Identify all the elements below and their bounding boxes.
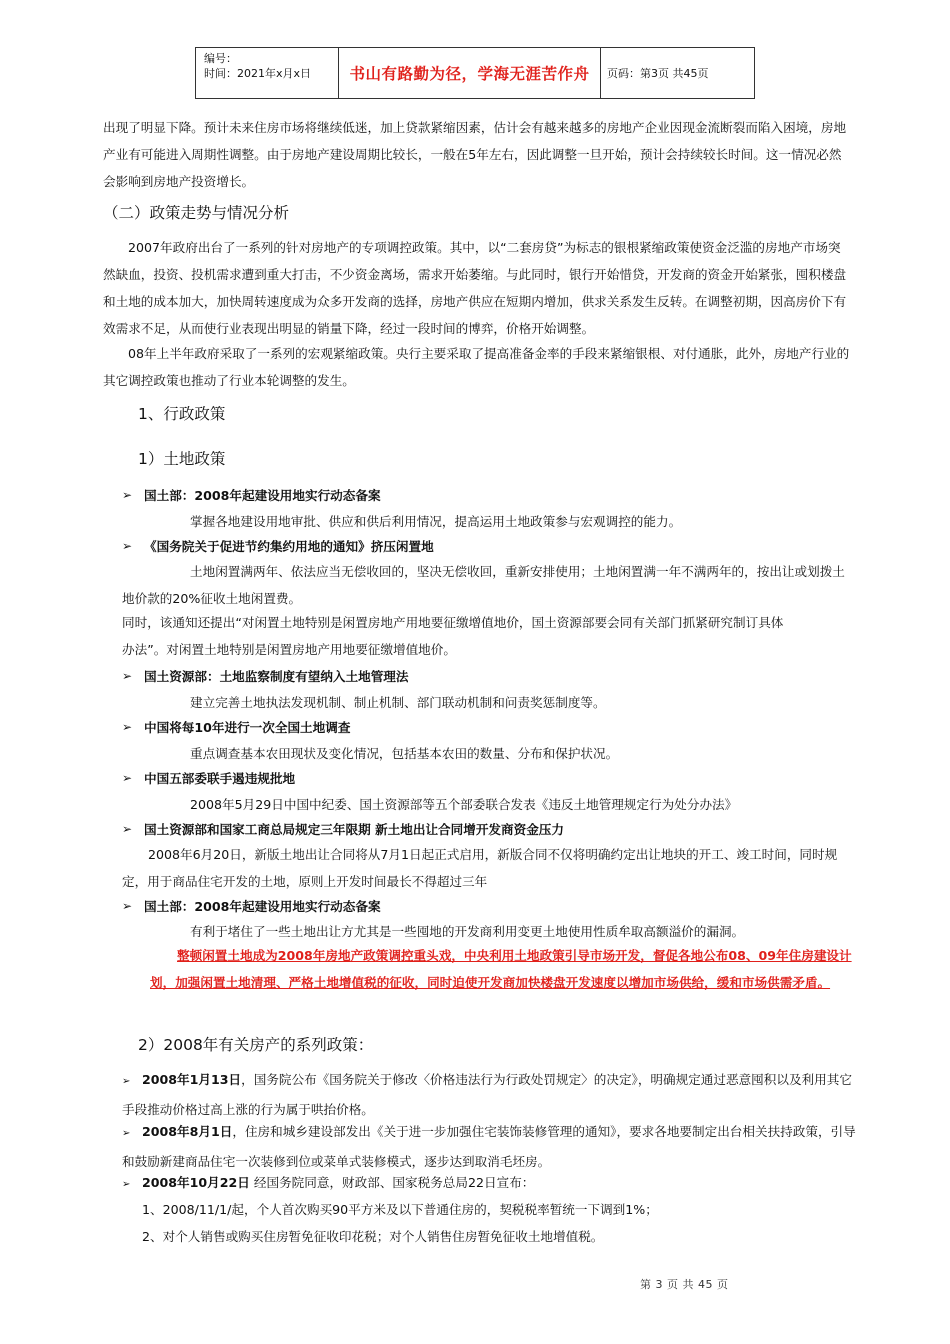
arrow-bullet-icon: ➢ xyxy=(122,668,133,683)
paragraph-2007: 2007年政府出台了一系列的针对房地产的专项调控政策。其中，以“二套房贷”为标志的银根紧缩政策使资金泛滥的房地产市场突然缺血，投资、投机需求遭到重大打击，不少资金离场，需求开始萎缩。与此同时，银行开始惜贷，开发商的资金开始紧张，囤积楼盘和土地的成本加大，加快周转速度成为众多开发商的选择，房地产供应在短期内增加，供求关系发生反转。在调整初期，因高房价下有效需求不足，从而使行业表现出明显的销量下降，经过一段时间的博弈，价格开始调整。 xyxy=(103,240,847,336)
housing-item-date: 2008年10月22日 xyxy=(142,1175,250,1190)
oct-point: 1、2008/11/1/起，个人首次购买90平方米及以下普通住房的，契税税率暂统一下调到1%； xyxy=(142,1202,658,1217)
sub-heading-admin-policy: 1、行政政策 xyxy=(138,405,226,423)
header-motto: 书山有路勤为径，学海无涯苦作舟 xyxy=(339,48,601,98)
arrow-bullet-icon: ➢ xyxy=(122,821,133,836)
land-item-desc: 重点调查基本农田现状及变化情况，包括基本农田的数量、分布和保护状况。 xyxy=(190,746,619,761)
arrow-bullet-icon: ➢ xyxy=(122,719,133,734)
page-footer: 第 3 页 共 45 页 xyxy=(640,1278,729,1291)
land-item-desc: 2008年6月20日，新版土地出让合同将从7月1日起正式启用，新版合同不仅将明确约定出让地块的开工、竣工时间，同时规定，用于商品住宅开发的土地，原则上开发时间最长不得超过三年 xyxy=(122,847,838,889)
serial-label: 编号： xyxy=(204,52,237,65)
land-item-title xyxy=(122,819,564,838)
land-item-title xyxy=(122,717,350,736)
arrow-bullet-icon: ➢ xyxy=(122,1128,131,1139)
arrow-bullet-icon: ➢ xyxy=(122,538,133,553)
land-item-desc: 建立完善土地执法发现机制、制止机制、部门联动机制和问责奖惩制度等。 xyxy=(190,695,606,710)
header-meta-cell xyxy=(196,48,339,98)
housing-item-text: ，国务院公布《国务院关于修改〈价格违法行为行政处罚规定〉的决定》，明确规定通过恶意囤积以及利用其它手段推动价格过高上涨的行为属于哄抬价格。 xyxy=(122,1072,852,1117)
idle-note-line-2: 办法”。对闲置土地特别是闲置房地产用地要征缴增值地价。 xyxy=(122,642,456,657)
arrow-bullet-icon: ➢ xyxy=(122,1179,131,1190)
arrow-bullet-icon: ➢ xyxy=(122,1076,131,1087)
land-item-title xyxy=(122,536,434,555)
arrow-bullet-icon: ➢ xyxy=(122,770,133,785)
land-item-title-text: 《国务院关于促进节约集约用地的通知》挤压闲置地 xyxy=(144,539,434,554)
arrow-bullet-icon: ➢ xyxy=(122,898,133,913)
land-item-title xyxy=(122,485,381,504)
intro-paragraph: 出现了明显下降。预计未来住房市场将继续低迷，加上贷款紧缩因素，估计会有越来越多的房地产企业因现金流断裂而陷入困境，房地产业有可能进入周期性调整。由于房地产建设周期比较长，一般在5年左右，因此调整一旦开始，预计会持续较长时间。这一情况必然会影响到房地产投资增长。 xyxy=(103,120,847,189)
land-item-desc: 2008年5月29日中国中纪委、国土资源部等五个部委联合发表《违反土地管理规定行为处分办法》 xyxy=(190,797,738,812)
land-item-desc: 有利于堵住了一些土地出让方尤其是一些囤地的开发商利用变更土地使用性质牟取高额溢价的漏洞。 xyxy=(190,924,745,939)
land-item-title-text: 中国五部委联手遏违规批地 xyxy=(144,771,296,786)
housing-item-text: ，住房和城乡建设部发出《关于进一步加强住宅装饰装修管理的通知》，要求各地要制定出台相关扶持政策，引导和鼓励新建商品住宅一次装修到位或菜单式装修模式，逐步达到取消毛坯房。 xyxy=(122,1124,856,1169)
highlighted-note: 整顿闲置土地成为2008年房地产政策调控重头戏，中央利用土地政策引导市场开发，督促各地公布08、09年住房建设计划，加强闲置土地清理、严格土地增值税的征收，同时迫使开发商加快楼盘开发速度以增加市场供给，缓和市场供需矛盾。 xyxy=(150,948,852,990)
oct-point: 2、对个人销售或购买住房暂免征收印花税；对个人销售住房暂免征收土地增值税。 xyxy=(142,1229,604,1244)
housing-item xyxy=(122,1169,857,1199)
page-header-table xyxy=(195,47,755,99)
land-item-desc: 土地闲置满两年、依法应当无偿收回的，坚决无偿收回，重新安排使用；土地闲置满一年不满两年的，按出让或划拨土地价款的20%征收土地闲置费。 xyxy=(122,564,845,606)
section-heading: （二）政策走势与情况分析 xyxy=(103,204,290,222)
land-item-title xyxy=(122,768,295,787)
paragraph-2008: 08年上半年政府采取了一系列的宏观紧缩政策。央行主要采取了提高准备金率的手段来紧缩银根、对付通胀，此外，房地产行业的其它调控政策也推动了行业本轮调整的发生。 xyxy=(103,346,850,388)
housing-item-text: 经国务院同意，财政部、国家税务总局22日宣布： xyxy=(249,1175,535,1190)
land-item-desc: 掌握各地建设用地审批、供应和供后利用情况，提高运用土地政策参与宏观调控的能力。 xyxy=(190,514,682,529)
housing-item xyxy=(122,1066,857,1124)
land-item-title-text: 国土资源部：土地监察制度有望纳入土地管理法 xyxy=(144,669,409,684)
land-item-title-text: 国土部：2008年起建设用地实行动态备案 xyxy=(144,899,381,914)
housing-item-date: 2008年8月1日 xyxy=(142,1124,233,1139)
housing-item xyxy=(122,1118,857,1176)
arrow-bullet-icon: ➢ xyxy=(122,487,133,502)
header-page-info: 页码：第3页 共45页 xyxy=(607,67,709,80)
sub-heading-land-policy: 1）土地政策 xyxy=(138,450,226,468)
idle-note-line-1: 同时，该通知还提出“对闲置土地特别是闲置房地产用地要征缴增值地价，国土资源部要会同有关部门抓紧研究制订具体 xyxy=(122,615,784,630)
housing-item-date: 2008年1月13日 xyxy=(142,1072,242,1087)
land-item-title xyxy=(122,896,381,915)
land-item-title-text: 中国将每10年进行一次全国土地调查 xyxy=(144,720,351,735)
land-item-title-text: 国土部：2008年起建设用地实行动态备案 xyxy=(144,488,381,503)
land-item-title xyxy=(122,666,408,685)
land-item-title-text: 国土资源部和国家工商总局规定三年限期 新土地出让合同增开发商资金压力 xyxy=(144,822,564,837)
sub-heading-housing-policies: 2）2008年有关房产的系列政策： xyxy=(138,1036,374,1054)
time-label: 时间：2021年x月x日 xyxy=(204,67,312,80)
